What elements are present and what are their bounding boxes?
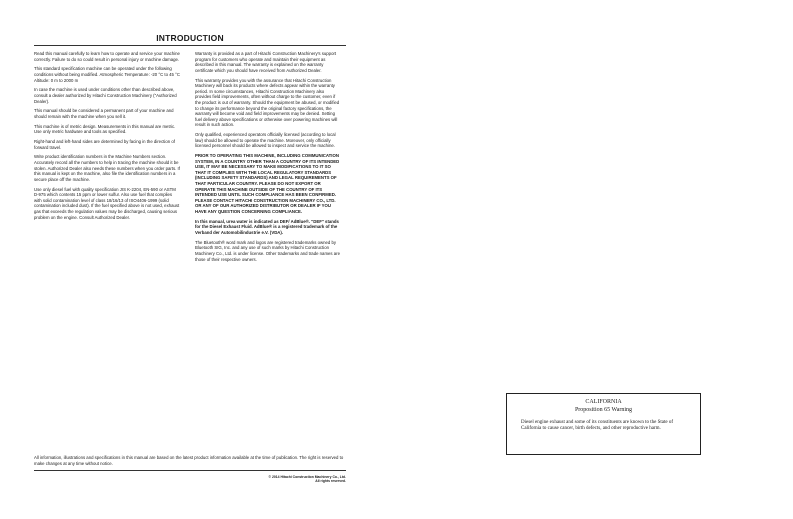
- left-paragraph-2: This standard specification machine can be operated under the following conditions without being modified. Atmospheric Temperature: -20 °C to 45 °C Altitude: 0 m to 2000 m: [34, 66, 180, 83]
- right-paragraph-1: Warranty is provided as a part of Hitachi Construction Machinery's support program for customers who operate and maintain their equipment as described in this manual. The warranty is explained on the warranty certificate which you should have received from Authorized Dealer.: [195, 51, 337, 73]
- left-paragraph-3: In case the machine is used under conditions other than described above, consult a dealer authorized by Hitachi Construction Machinery ("Authorized Dealer).: [34, 87, 177, 104]
- warning-body: Diesel engine exhaust and some of its constituents are known to the State of California to cause cancer, birth defects, and other reproductive harm.: [521, 420, 674, 431]
- copyright: [226, 475, 346, 483]
- right-paragraph-2: This warranty provides you with the assurance that Hitachi Construction Machinery will back its products where defects appear within the warranty period. In some circumstances, Hitachi Construction Machinery also provides field improvements, often without charge to the customer, even if the product is out of warranty. Should the equipment be abused, or modified to change its performance beyond the original factory specifications, the warranty will become void and field improvements may be denied. Setting fuel delivery above specifications or otherwise over powering machines will result in such action.: [195, 77, 340, 128]
- right-column: [195, 51, 341, 266]
- page-title: INTRODUCTION: [156, 33, 224, 43]
- right-paragraph-4: PRIOR TO OPERATING THIS MACHINE, INCLUDING COMMUNICATION SYSTEM, IN A COUNTRY OTHER THAN A COUNTRY OF ITS INTENDED USE, IT MAY BE NECESSARY TO MAKE MODIFICATIONS TO IT SO THAT IT COMPLIES WITH THE LOCAL REGULATORY STANDARDS (INCLUDING SAFETY STANDARDS) AND LEGAL REQUIREMENTS OF THAT PARTICULAR COUNTRY. PLEASE DO NOT EXPORT OR OPERATE THIS MACHINE OUTSIDE OF THE COUNTRY OF ITS INTENDED USE UNTIL SUCH COMPLIANCE HAS BEEN CONFIRMED. PLEASE CONTACT HITACHI CONSTRUCTION MACHINERY CO., LTD. OR ANY OF OUR AUTHORIZED DISTRIBUTOR OR DEALER IF YOU HAVE ANY QUESTION CONCERNING COMPLIANCE.: [195, 153, 340, 214]
- left-paragraph-6: Right-hand and left-hand sides are determined by facing in the direction of forward travel.: [34, 139, 175, 150]
- warning-subheading: Proposition 65 Warning: [574, 407, 633, 413]
- right-paragraph-6: The Bluetooth® word mark and logos are registered trademarks owned by Bluetooth SIG, Inc. and any use of such marks by Hitachi Construction Machinery Co., Ltd. is under license. Other trademarks and trade names are those of their respective owners.: [195, 239, 340, 262]
- copyright-line-1: © 2014 Hitachi Construction Machinery Co., Ltd.: [268, 475, 346, 479]
- left-paragraph-4: This manual should be considered a permanent part of your machine and should remain with the machine when you sell it.: [34, 108, 174, 119]
- copyright-line-2: All rights reserved.: [315, 479, 346, 484]
- title-divider: [34, 45, 346, 46]
- left-paragraph-5: This machine is of metric design. Measurements in this manual are metric. Use only metric hardware and tools as specified.: [34, 123, 176, 135]
- footer-divider: [34, 470, 346, 471]
- left-paragraph-1: Read this manual carefully to learn how to operate and service your machine correctly. Failure to do so could result in personal injury or machine damage.: [34, 51, 180, 62]
- left-column: [34, 51, 180, 224]
- right-paragraph-3: Only qualified, experienced operators officially licensed (according to local law) should be allowed to operate the machine. Moreover, only officially licensed personnel should be allowed to inspect and service the machine.: [195, 132, 336, 149]
- footer-notice: All information, illustrations and specifications in this manual are based on the latest product information available at the time of publication. The right is reserved to make changes at any time without notice.: [34, 455, 344, 466]
- left-paragraph-7: Write product identification numbers in the Machine Numbers section. Accurately record all the numbers to help in tracing the machine should it be stolen. Authorized Dealer also needs these numbers when you order parts. If this manual is kept on the machine, also file the identification numbers in a secure place off the machine.: [34, 154, 180, 182]
- warning-heading: CALIFORNIA: [585, 399, 622, 405]
- left-paragraph-8: Use only diesel fuel with quality specification JIS K-2204, EN-590 or ASTM D-975 which contents 15 ppm or lower sulfur. Also use fuel that complies with solid contamination level of class 18/16/13 of ISO4406-1999 (solid contamination included dust). If the fuel specified above is not used, exhaust gas that exceeds the regulation values may be discharged, causing serious problem on the engine. Consult Authorized Dealer.: [34, 186, 180, 220]
- prop65-warning-box: [506, 393, 701, 455]
- right-paragraph-5: In this manual, urea water is indicated as DEF/ AdBlue®. "DEF" stands for the Diesel Exhaust Fluid. AdBlue® is a registered trademark of the Verband der Automobilindustrie e.V. (VDA).: [195, 218, 339, 235]
